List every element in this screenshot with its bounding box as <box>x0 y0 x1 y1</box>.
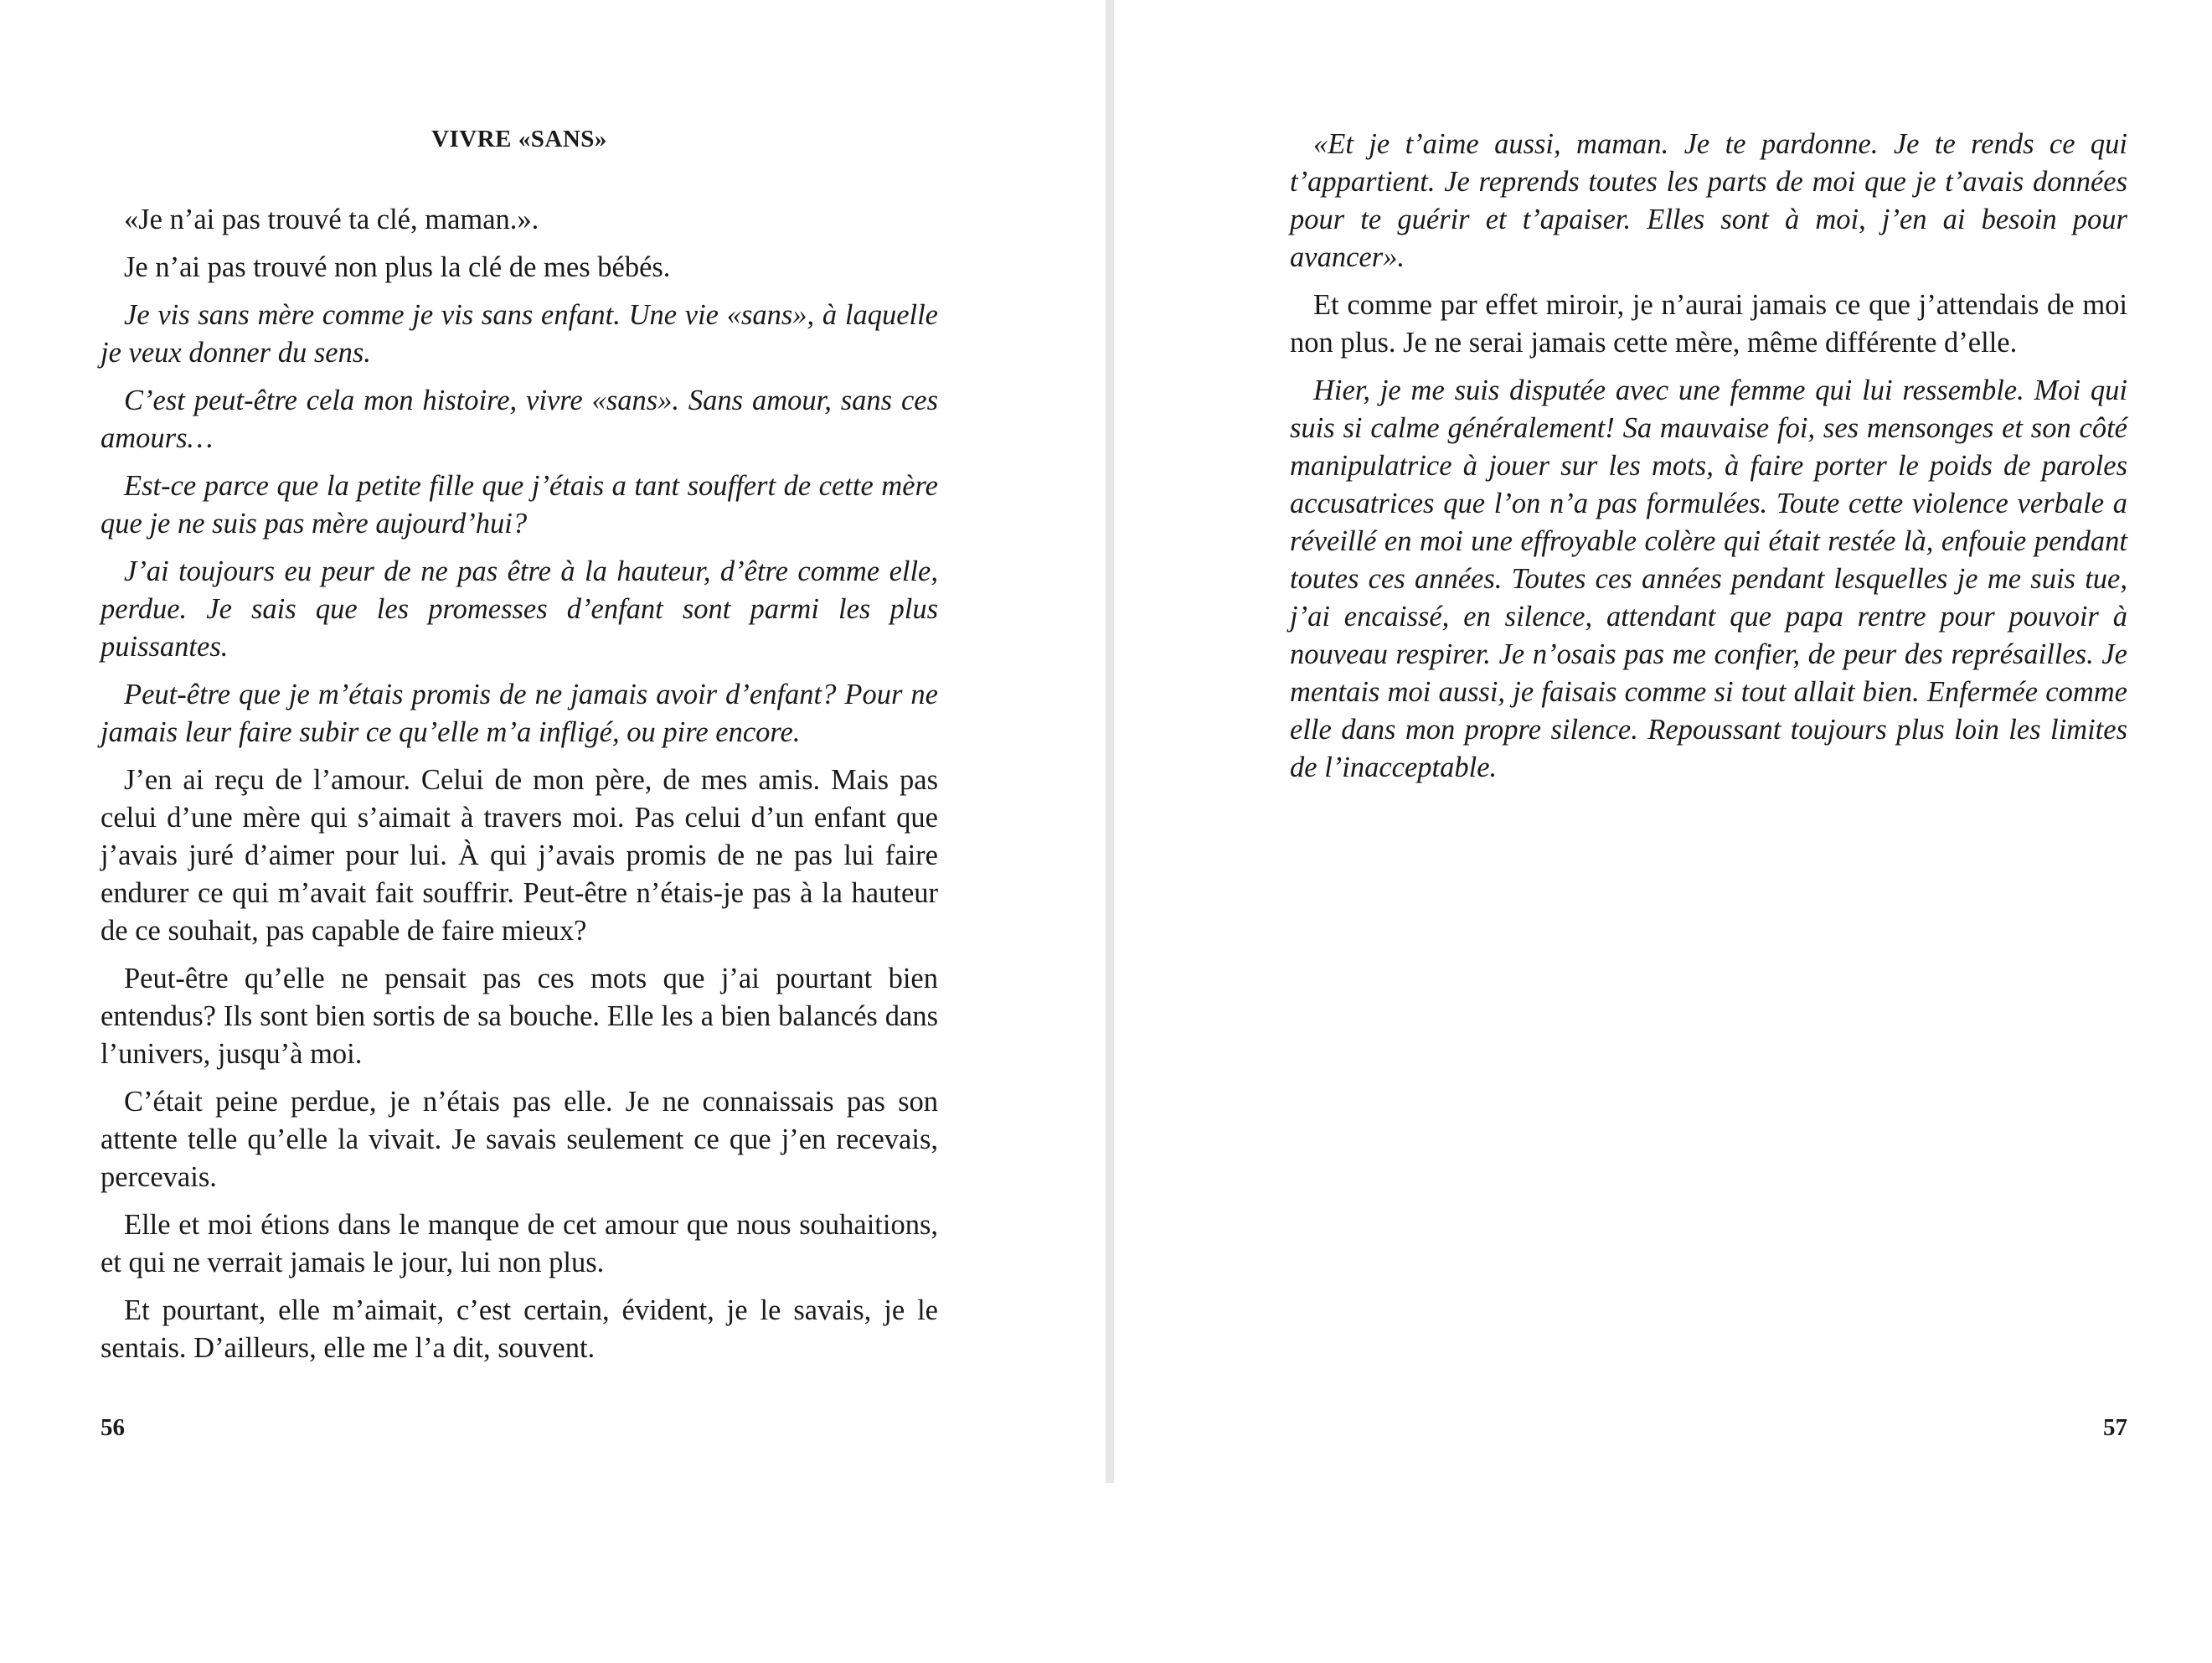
paragraph: C’était peine perdue, je n’étais pas elle. Je ne connaissais pas son attente telle qu’elle la vivait. Je savais seulement ce que j’en recevais, percevais. <box>101 1086 938 1193</box>
paragraph: Peut-être qu’elle ne pensait pas ces mots que j’ai pourtant bien entendus? Ils sont bien sortis de sa bouche. Elle les a bien balancés dans l’univers, jusqu’à moi. <box>101 963 938 1070</box>
running-head: VIVRE «SANS» <box>431 126 607 152</box>
paragraph: C’est peut-être cela mon histoire, vivre «sans». Sans amour, sans ces amours… <box>101 385 938 454</box>
right-page-text <box>1290 126 2127 797</box>
paragraph: Et pourtant, elle m’aimait, c’est certain, évident, je le savais, je le sentais. D’ailleurs, elle me l’a dit, souvent. <box>101 1294 938 1364</box>
page-gutter <box>1106 0 1114 1483</box>
paragraph: Est-ce parce que la petite fille que j’étais a tant souffert de cette mère que je ne suis pas mère aujourd’hui? <box>101 470 938 540</box>
left-page-text <box>101 201 938 1377</box>
paragraph: «Je n’ai pas trouvé ta clé, maman.». <box>124 204 539 235</box>
paragraph: Elle et moi étions dans le manque de cet amour que nous souhaitions, et qui ne verrait jamais le jour, lui non plus. <box>101 1209 938 1278</box>
paragraph: Je n’ai pas trouvé non plus la clé de mes bébés. <box>124 251 671 283</box>
paragraph: Je vis sans mère comme je vis sans enfant. Une vie «sans», à laquelle je veux donner du sens. <box>101 299 938 369</box>
page-number-right: 57 <box>2103 1414 2127 1441</box>
paragraph: «Et je t’aime aussi, maman. Je te pardonne. Je te rends ce qui t’appartient. Je reprends toutes les parts de moi que je t’avais données pour te guérir et t’apaiser. Elles sont à moi, j’en ai besoin pour avancer». <box>1290 128 2127 273</box>
paragraph: Peut-être que je m’étais promis de ne jamais avoir d’enfant? Pour ne jamais leur faire subir ce qu’elle m’a infligé, ou pire encore. <box>101 679 938 748</box>
paragraph: J’ai toujours eu peur de ne pas être à la hauteur, d’être comme elle, perdue. Je sais que les promesses d’enfant sont parmi les plus puissantes. <box>101 555 938 663</box>
paragraph: Hier, je me suis disputée avec une femme qui lui ressemble. Moi qui suis si calme généralement! Sa mauvaise foi, ses mensonges et son côté manipulatrice à jouer sur les mots, à faire porter le poids de paroles accusatrices que l’on n’a pas formulées. Toute cette violence verbale a réveillé en moi une effroyable colère qui était restée là, enfouie pendant toutes ces années. Toutes ces années pendant lesquelles je me suis tue, j’ai encaissé, en silence, attendant que papa rentre pour pouvoir à nouveau respirer. Je n’osais pas me confier, de peur des représailles. Je mentais moi aussi, je faisais comme si tout allait bien. Enfermée comme elle dans mon propre silence. Repoussant toujours plus loin les limites de l’inacceptable. <box>1290 374 2127 783</box>
paragraph: J’en ai reçu de l’amour. Celui de mon père, de mes amis. Mais pas celui d’une mère qui s’aimait à travers moi. Pas celui d’un enfant que j’avais juré d’aimer pour lui. À qui j’avais promis de ne pas lui faire endurer ce qui m’avait fait souffrir. Peut-être n’étais-je pas à la hauteur de ce souhait, pas capable de faire mieux? <box>101 764 938 947</box>
paragraph: Et comme par effet miroir, je n’aurai jamais ce que j’attendais de moi non plus. Je ne serai jamais cette mère, même différente d’elle. <box>1290 289 2127 359</box>
page-number-left: 56 <box>101 1414 125 1441</box>
